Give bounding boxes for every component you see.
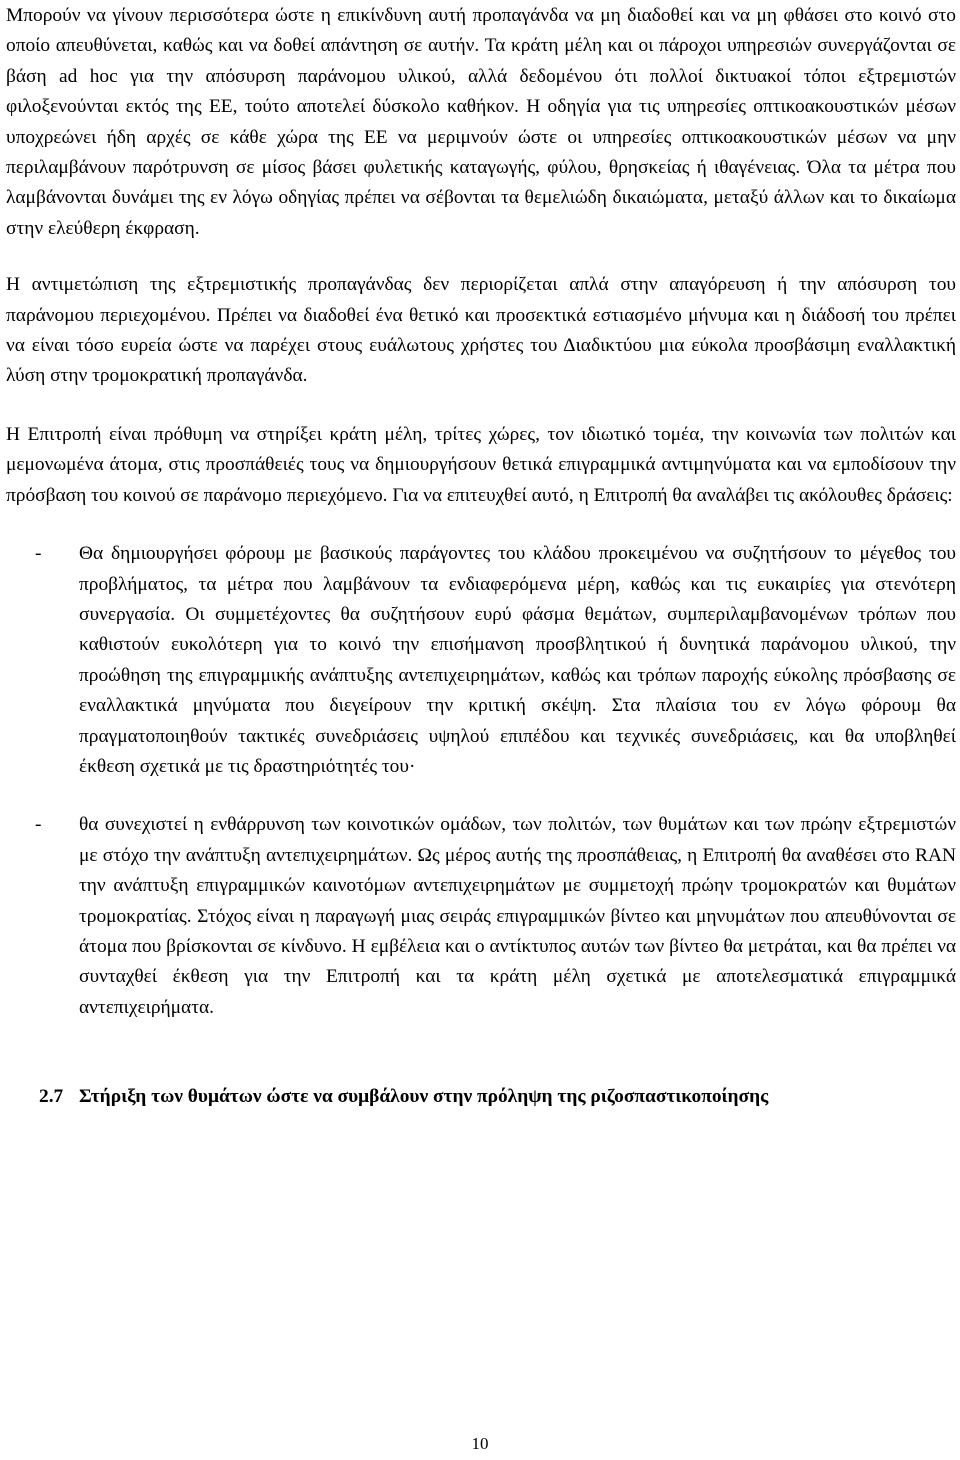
page-number: 10: [471, 1434, 489, 1453]
bullet-dash: -: [35, 543, 42, 565]
paragraph-commission-actions: Η Επιτροπή είναι πρόθυμη να στηρίξει κράτη μέλη, τρίτες χώρες, τον ιδιωτικό τομέα, την κοινωνία των πολιτών και μεμονωμένα άτομα, στις προσπάθειές τους να δημιουργήσουν θετικά επιγραμμικά αντιμηνύματα και να εμποδίσουν την πρόσβαση του κοινού σε παράνομο περιεχόμενο. Για να επιτευχθεί αυτό, η Επιτροπή θα αναλάβει τις ακόλουθες δράσεις:: [6, 423, 956, 506]
list-item-text: θα συνεχιστεί η ενθάρρυνση των κοινοτικών ομάδων, των πολιτών, των θυμάτων και των πρώην εξτρεμιστών με στόχο την ανάπτυξη αντεπιχειρημάτων. Ως μέρος αυτής της προσπάθειας, η Επιτροπή θα αναθέσει στο RAN την ανάπτυξη επιγραμμικών καινοτόμων αντεπιχειρημάτων με συμμετοχή πρώην τρομοκρατών και θυμάτων τρομοκρατίας. Στόχος είναι η παραγωγή μιας σειράς επιγραμμικών βίντεο και μηνυμάτων που απευθύνονται σε άτομα που βρίσκονται σε κίνδυνο. Η εμβέλεια και ο αντίκτυπος αυτών των βίντεο θα μετράται, και θα πρέπει να συνταχθεί έκθεση για την Επιτροπή και τα κράτη μέλη σχετικά με αποτελεσματικά επιγραμμικά αντεπιχειρήματα.: [79, 814, 956, 1018]
action-list: [6, 539, 956, 1023]
section-number: 2.7: [39, 1086, 64, 1108]
paragraph-counter-propaganda: Η αντιμετώπιση της εξτρεμιστικής προπαγάνδας δεν περιορίζεται απλά στην απαγόρευση ή την απόσυρση του παράνομου περιεχομένου. Πρέπει να διαδοθεί ένα θετικό και προσεκτικά εστιασμένο μήνυμα και η διάδοσή του πρέπει να είναι τόσο ευρεία ώστε να παρέχει στους ευάλωτους χρήστες του Διαδικτύου μια εύκολα προσβάσιμη εναλλακτική λύση στην τρομοκρατική προπαγάνδα.: [6, 274, 956, 387]
list-item: [6, 539, 956, 782]
bullet-dash: -: [35, 814, 42, 836]
list-item: [6, 810, 956, 1023]
list-item-text: Θα δημιουργήσει φόρουμ με βασικούς παράγοντες του κλάδου προκειμένου να συζητήσουν το μέγεθος του προβλήματος, τα μέτρα που λαμβάνουν τα ενδιαφερόμενα μέρη, καθώς και τις ευκαιρίες για στενότερη συνεργασία. Οι συμμετέχοντες θα συζητήσουν ευρύ φάσμα θεμάτων, συμπεριλαμβανομένων τρόπων που καθιστούν ευκολότερη για το κοινό την επισήμανση προσβλητικού ή δυνητικά παράνομου υλικού, την προώθηση της επιγραμμικής ανάπτυξης αντεπιχειρημάτων, καθώς και τρόπων παροχής εύκολης πρόσβασης σε εναλλακτικά μηνύματα που διεγείρουν την κριτική σκέψη. Στα πλαίσια του εν λόγω φόρουμ θα πραγματοποιηθούν τακτικές συνεδριάσεις υψηλού επιπέδου και τεχνικές συνεδριάσεις, και θα υποβληθεί έκθεση σχετικά με τις δραστηριότητές του·: [79, 543, 956, 777]
paragraph-propaganda: Μπορούν να γίνουν περισσότερα ώστε η επικίνδυνη αυτή προπαγάνδα να μη διαδοθεί και να μη φθάσει στο κοινό στο οποίο απευθύνεται, καθώς και να δοθεί απάντηση σε αυτήν. Τα κράτη μέλη και οι πάροχοι υπηρεσιών συνεργάζονται σε βάση ad hoc για την απόσυρση παράνομου υλικού, αλλά δεδομένου ότι πολλοί δικτυακοί τόποι εξτρεμιστών φιλοξενούνται εκτός της ΕΕ, τούτο αποτελεί δύσκολο καθήκον. Η οδηγία για τις υπηρεσίες οπτικοακουστικών μέσων υποχρεώνει ήδη αρχές σε κάθε χώρα της ΕΕ να μεριμνούν ώστε οι υπηρεσίες οπτικοακουστικών μέσων να μην περιλαμβάνουν παρότρυνση σε μίσος βάσει φυλετικής καταγωγής, φύλου, θρησκείας ή ιθαγένειας. Όλα τα μέτρα που λαμβάνονται δυνάμει της εν λόγω οδηγίας πρέπει να σέβονται τα θεμελιώδη δικαιώματα, μεταξύ άλλων και το δικαίωμα στην ελεύθερη έκφραση.: [6, 5, 956, 239]
section-heading: [6, 1081, 956, 1112]
section-title: Στήριξη των θυμάτων ώστε να συμβάλουν στην πρόληψη της ριζοσπαστικοποίησης: [79, 1086, 769, 1108]
document-page: [6, 0, 956, 1112]
